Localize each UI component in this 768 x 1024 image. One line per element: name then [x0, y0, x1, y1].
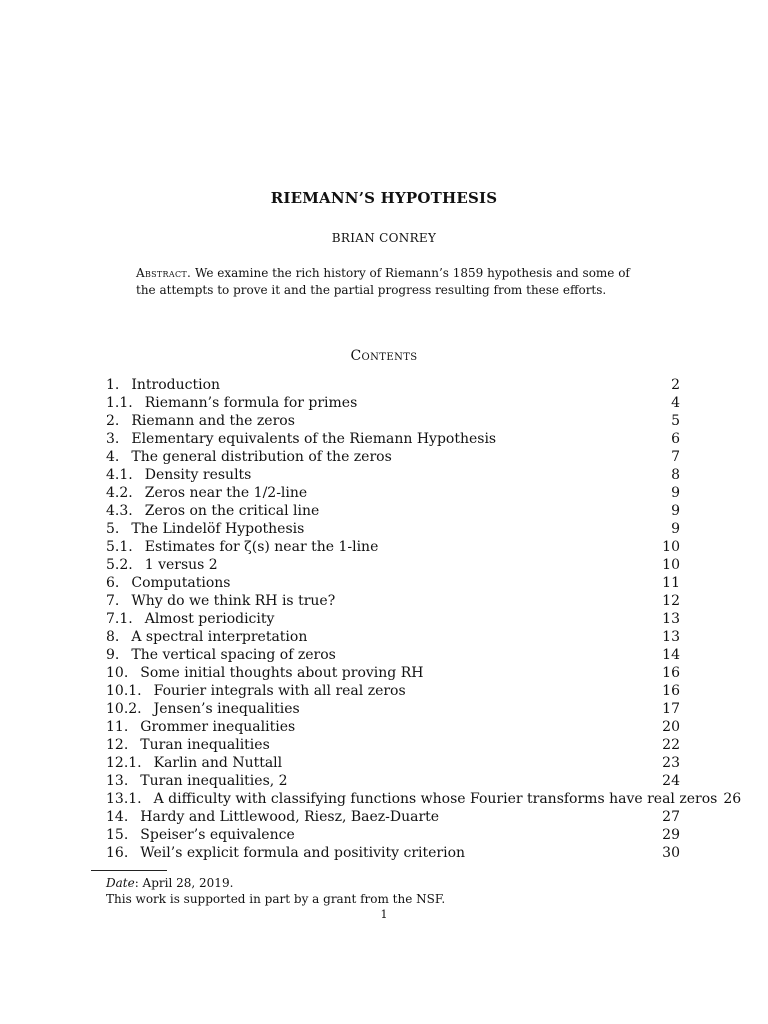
toc-entry-title: Almost periodicity — [144, 611, 275, 627]
toc-entry-title: Jensen’s inequalities — [153, 701, 300, 717]
toc-entry-number: 13. — [106, 773, 129, 789]
toc-entry-page: 17 — [662, 701, 680, 717]
toc-entry[interactable] — [106, 520, 680, 538]
toc-entry-page: 7 — [671, 449, 680, 465]
toc-entry-number: 4.1. — [106, 467, 133, 483]
toc-entry-number: 5. — [106, 521, 120, 537]
footnote-date — [106, 875, 233, 891]
toc-entry[interactable] — [106, 394, 680, 412]
toc-entry-number: 4.3. — [106, 503, 133, 519]
toc-entry-number: 10.2. — [106, 701, 142, 717]
toc-entry-title: Elementary equivalents of the Riemann Hypothesis — [131, 431, 497, 447]
toc-entry[interactable] — [106, 772, 680, 790]
toc-entry-page: 11 — [662, 575, 680, 591]
toc-entry[interactable] — [106, 754, 680, 772]
toc-entry-title: Grommer inequalities — [140, 719, 296, 735]
toc-entry-number: 1. — [106, 377, 120, 393]
toc-entry-number: 12. — [106, 737, 129, 753]
toc-entry-page: 4 — [671, 395, 680, 411]
toc-entry-number: 11. — [106, 719, 129, 735]
toc-entry-title: The Lindelöf Hypothesis — [131, 521, 305, 537]
footnote-grant: This work is supported in part by a grant from the NSF. — [106, 892, 446, 906]
toc-entry-number: 10.1. — [106, 683, 142, 699]
toc-entry-title: Speiser’s equivalence — [140, 827, 295, 843]
toc-entry-title: Fourier integrals with all real zeros — [153, 683, 406, 699]
toc-entry[interactable] — [106, 574, 680, 592]
toc-entry[interactable] — [106, 718, 680, 736]
toc-entry-title: Riemann’s formula for primes — [144, 395, 358, 411]
toc-entry-number: 1.1. — [106, 395, 133, 411]
toc-entry[interactable] — [106, 376, 680, 394]
page-number: 1 — [380, 908, 388, 921]
toc-entry-title: A spectral interpretation — [131, 629, 308, 645]
toc-entry-title: Hardy and Littlewood, Riesz, Baez-Duarte — [140, 809, 440, 825]
toc-entry-title: Karlin and Nuttall — [153, 755, 283, 771]
toc-entry-title: Why do we think RH is true? — [131, 593, 336, 609]
toc-entry-title: Estimates for ζ(s) near the 1-line — [144, 539, 379, 555]
toc-entry-page: 6 — [671, 431, 680, 447]
toc-entry-page: 29 — [662, 827, 680, 843]
toc-entry[interactable] — [106, 826, 680, 844]
toc-entry[interactable] — [106, 808, 680, 826]
toc-entry[interactable] — [106, 448, 680, 466]
abstract-label: Abstract. — [136, 266, 192, 280]
toc-entry-title: Weil’s explicit formula and positivity criterion — [140, 845, 466, 861]
toc-entry[interactable] — [106, 736, 680, 754]
toc-entry-title: 1 versus 2 — [144, 557, 218, 573]
footnote-rule — [91, 870, 167, 871]
toc-entry-number: 7. — [106, 593, 120, 609]
toc-entry-page: 24 — [662, 773, 680, 789]
toc-entry[interactable] — [106, 430, 680, 448]
toc-entry-title: The vertical spacing of zeros — [131, 647, 336, 663]
toc-entry-page: 26 — [723, 791, 742, 807]
toc-entry-title: Density results — [144, 467, 252, 483]
toc-entry[interactable] — [106, 556, 680, 574]
footnote-date-label: Date — [106, 876, 135, 890]
paper-title: RIEMANN’S HYPOTHESIS — [270, 189, 498, 207]
toc-entry[interactable] — [106, 484, 680, 502]
toc-entry-page: 8 — [671, 467, 680, 483]
toc-entry[interactable] — [106, 646, 680, 664]
toc-entry-number: 3. — [106, 431, 120, 447]
toc-entry-page: 16 — [662, 665, 680, 681]
table-of-contents — [106, 376, 742, 862]
toc-entry[interactable] — [106, 610, 680, 628]
toc-entry-page: 30 — [662, 845, 680, 861]
toc-entry[interactable] — [106, 538, 680, 556]
toc-entry[interactable] — [106, 592, 680, 610]
toc-entry-number: 14. — [106, 809, 129, 825]
toc-entry-number: 4.2. — [106, 485, 133, 501]
toc-entry-page: 10 — [662, 557, 680, 573]
toc-entry-page: 16 — [662, 683, 680, 699]
toc-entry-title: Turan inequalities — [140, 737, 270, 753]
contents-heading: Contents — [350, 348, 418, 364]
toc-entry-page: 27 — [662, 809, 680, 825]
toc-entry-page: 10 — [662, 539, 680, 555]
toc-entry-number: 4. — [106, 449, 120, 465]
toc-entry-number: 10. — [106, 665, 129, 681]
toc-entry[interactable] — [106, 682, 680, 700]
toc-entry-page: 20 — [662, 719, 680, 735]
toc-entry[interactable] — [106, 844, 680, 862]
toc-entry-number: 16. — [106, 845, 129, 861]
toc-entry[interactable] — [106, 790, 742, 808]
toc-entry-title: A difficulty with classifying functions whose Fourier transforms have real zeros — [153, 791, 718, 807]
toc-entry[interactable] — [106, 628, 680, 646]
toc-entry[interactable] — [106, 502, 680, 520]
toc-entry-title: Riemann and the zeros — [131, 413, 295, 429]
toc-entry-number: 8. — [106, 629, 120, 645]
footnote-date-value: : April 28, 2019. — [134, 876, 234, 890]
toc-entry-number: 15. — [106, 827, 129, 843]
toc-entry-page: 13 — [662, 629, 680, 645]
toc-entry-number: 9. — [106, 647, 120, 663]
toc-entry-page: 12 — [662, 593, 680, 609]
toc-entry-number: 13.1. — [106, 791, 142, 807]
abstract-text: We examine the rich history of Riemann’s 1859 hypothesis and some of the attempts to prove it and the partial progress resulting from these efforts. — [136, 266, 630, 297]
abstract — [136, 265, 646, 299]
toc-entry-page: 14 — [662, 647, 680, 663]
toc-entry-title: Zeros on the critical line — [144, 503, 320, 519]
toc-entry-number: 2. — [106, 413, 120, 429]
toc-entry-page: 5 — [671, 413, 680, 429]
toc-entry-title: Computations — [131, 575, 231, 591]
toc-entry-page: 13 — [662, 611, 680, 627]
toc-entry-page: 9 — [671, 521, 680, 537]
toc-entry-title: Zeros near the 1/2-line — [144, 485, 308, 501]
toc-entry-title: Some initial thoughts about proving RH — [140, 665, 424, 681]
toc-entry[interactable] — [106, 664, 680, 682]
toc-entry-number: 5.2. — [106, 557, 133, 573]
toc-entry-page: 23 — [662, 755, 680, 771]
toc-entry[interactable] — [106, 412, 680, 430]
toc-entry-number: 12.1. — [106, 755, 142, 771]
toc-entry-number: 5.1. — [106, 539, 133, 555]
toc-entry-page: 9 — [671, 503, 680, 519]
author-name: BRIAN CONREY — [331, 231, 437, 245]
toc-entry[interactable] — [106, 700, 680, 718]
toc-entry-title: The general distribution of the zeros — [131, 449, 392, 465]
toc-entry-title: Turan inequalities, 2 — [140, 773, 288, 789]
toc-entry-title: Introduction — [131, 377, 221, 393]
toc-entry[interactable] — [106, 466, 680, 484]
toc-entry-page: 22 — [662, 737, 680, 753]
toc-entry-page: 9 — [671, 485, 680, 501]
toc-entry-number: 7.1. — [106, 611, 133, 627]
toc-entry-number: 6. — [106, 575, 120, 591]
toc-entry-page: 2 — [671, 377, 680, 393]
